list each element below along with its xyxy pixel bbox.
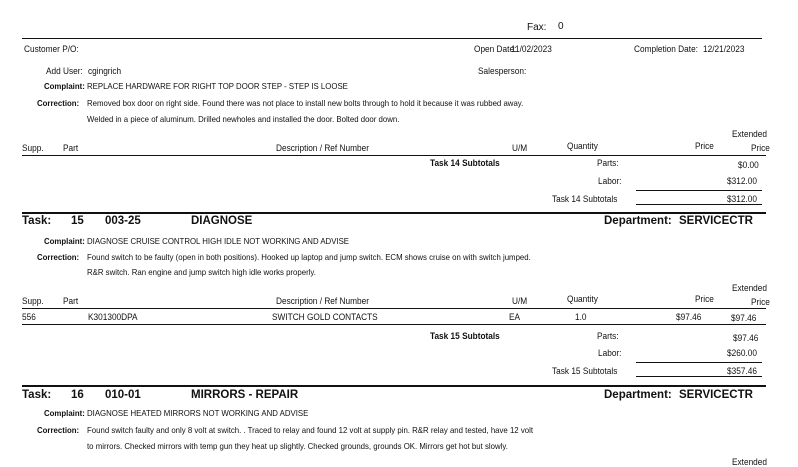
salesperson-label: Salesperson: <box>478 66 527 76</box>
col-ext-price: Price <box>751 297 770 307</box>
row-price: $97.46 <box>676 312 702 322</box>
task15-labor-total: $260.00 <box>727 348 757 358</box>
task16-correction-line1: Found switch faulty and only 8 volt at switch. . Traced to relay and found 12 volt at supply pin. R&R relay and tested, have 12 volt <box>87 425 533 435</box>
add-user-label: Add User: <box>46 66 83 76</box>
task14-subtotals-title: Task 14 Subtotals <box>430 158 500 168</box>
task16-code: 010-01 <box>105 389 141 401</box>
department-label: Department: <box>604 389 672 401</box>
task15-subtotal-label: Task 15 Subtotals <box>552 366 618 376</box>
col-um: U/M <box>512 296 528 306</box>
col-price: Price <box>695 294 714 304</box>
task16-department: SERVICECTR <box>679 389 753 401</box>
complaint-label: Complaint: <box>44 236 85 246</box>
task16-correction-line2: to mirrors. Checked mirrors with temp gun they heat up slightly. Checked grounds, grounds OK. Mirrors get hot but slowly. <box>87 441 508 451</box>
department-label: Department: <box>604 215 672 227</box>
subtotal-rule <box>636 376 762 377</box>
task15-number: 15 <box>71 215 84 227</box>
row-part: K301300DPA <box>88 312 138 322</box>
task15-subtotals-title: Task 15 Subtotals <box>430 331 500 341</box>
table-header-rule <box>22 155 766 156</box>
task-divider <box>22 385 766 387</box>
col-extended: Extended <box>732 283 767 293</box>
task-label: Task: <box>22 389 52 401</box>
correction-label: Correction: <box>37 98 80 108</box>
task15-code: 003-25 <box>105 215 141 227</box>
subtotal-rule <box>636 362 762 363</box>
col-description: Description / Ref Number <box>276 143 369 153</box>
row-extended-price: $97.46 <box>731 313 757 323</box>
task15-department: SERVICECTR <box>679 215 753 227</box>
parts-label: Parts: <box>597 331 619 341</box>
completion-date-label: Completion Date: <box>634 44 698 54</box>
task15-subtotal: $357.46 <box>727 366 757 376</box>
customer-po-label: Customer P/O: <box>24 44 79 54</box>
col-description: Description / Ref Number <box>276 296 369 306</box>
complaint-label: Complaint: <box>44 408 85 418</box>
row-description: SWITCH GOLD CONTACTS <box>272 312 378 322</box>
col-extended: Extended <box>732 457 767 467</box>
col-supp: Supp. <box>22 143 44 153</box>
col-quantity: Quantity <box>567 141 598 151</box>
col-um: U/M <box>512 143 528 153</box>
task14-subtotal: $312.00 <box>727 194 757 204</box>
col-part: Part <box>63 296 79 306</box>
col-supp: Supp. <box>22 296 44 306</box>
fax-label: Fax: <box>527 22 547 33</box>
row-quantity: 1.0 <box>575 312 587 322</box>
col-price: Price <box>695 141 714 151</box>
complaint-label: Complaint: <box>44 81 85 91</box>
task15-correction-line2: R&R switch. Ran engine and jump switch high idle works properly. <box>87 267 316 277</box>
task15-complaint: DIAGNOSE CRUISE CONTROL HIGH IDLE NOT WORKING AND ADVISE <box>87 236 350 246</box>
task16-number: 16 <box>71 389 84 401</box>
task14-labor-total: $312.00 <box>727 176 757 186</box>
parts-label: Parts: <box>597 158 619 168</box>
task14-subtotal-label: Task 14 Subtotals <box>552 194 618 204</box>
task15-parts-total: $97.46 <box>733 333 759 343</box>
table-header-rule <box>22 308 766 309</box>
labor-label: Labor: <box>598 348 622 358</box>
task16-complaint: DIAGNOSE HEATED MIRRORS NOT WORKING AND ADVISE <box>87 408 309 418</box>
subtotal-rule <box>636 190 762 191</box>
col-extended: Extended <box>732 129 767 139</box>
labor-label: Labor: <box>598 176 622 186</box>
task14-parts-total: $0.00 <box>738 160 759 170</box>
header-rule <box>22 38 762 39</box>
add-user-value: cgingrich <box>88 66 122 76</box>
task14-correction-line1: Removed box door on right side. Found there was not place to install new bolts through to hold it because it was rubbed away. <box>87 98 524 108</box>
col-ext-price: Price <box>751 143 770 153</box>
task14-complaint: REPLACE HARDWARE FOR RIGHT TOP DOOR STEP - STEP IS LOOSE <box>87 81 348 91</box>
correction-label: Correction: <box>37 252 80 262</box>
task14-correction-line2: Welded in a piece of aluminum. Drilled newholes and installed the door. Bolted door down. <box>87 114 400 124</box>
row-rule <box>22 324 766 325</box>
subtotal-rule <box>636 204 762 205</box>
task-divider <box>22 212 766 214</box>
col-quantity: Quantity <box>567 294 598 304</box>
fax-value: 0 <box>558 21 564 32</box>
completion-date-value: 12/21/2023 <box>703 44 745 54</box>
task15-correction-line1: Found switch to be faulty (open in both positions). Hooked up laptop and jump switch. ECM shows cruise on with switch jumped. <box>87 252 531 262</box>
row-um: EA <box>509 312 521 322</box>
col-part: Part <box>63 143 79 153</box>
task15-name: DIAGNOSE <box>191 215 253 227</box>
open-date-label: Open Date: <box>474 44 517 54</box>
task16-name: MIRRORS - REPAIR <box>191 389 299 401</box>
row-supp: 556 <box>22 312 36 322</box>
correction-label: Correction: <box>37 425 80 435</box>
open-date-value: 11/02/2023 <box>511 44 552 54</box>
task-label: Task: <box>22 215 52 227</box>
